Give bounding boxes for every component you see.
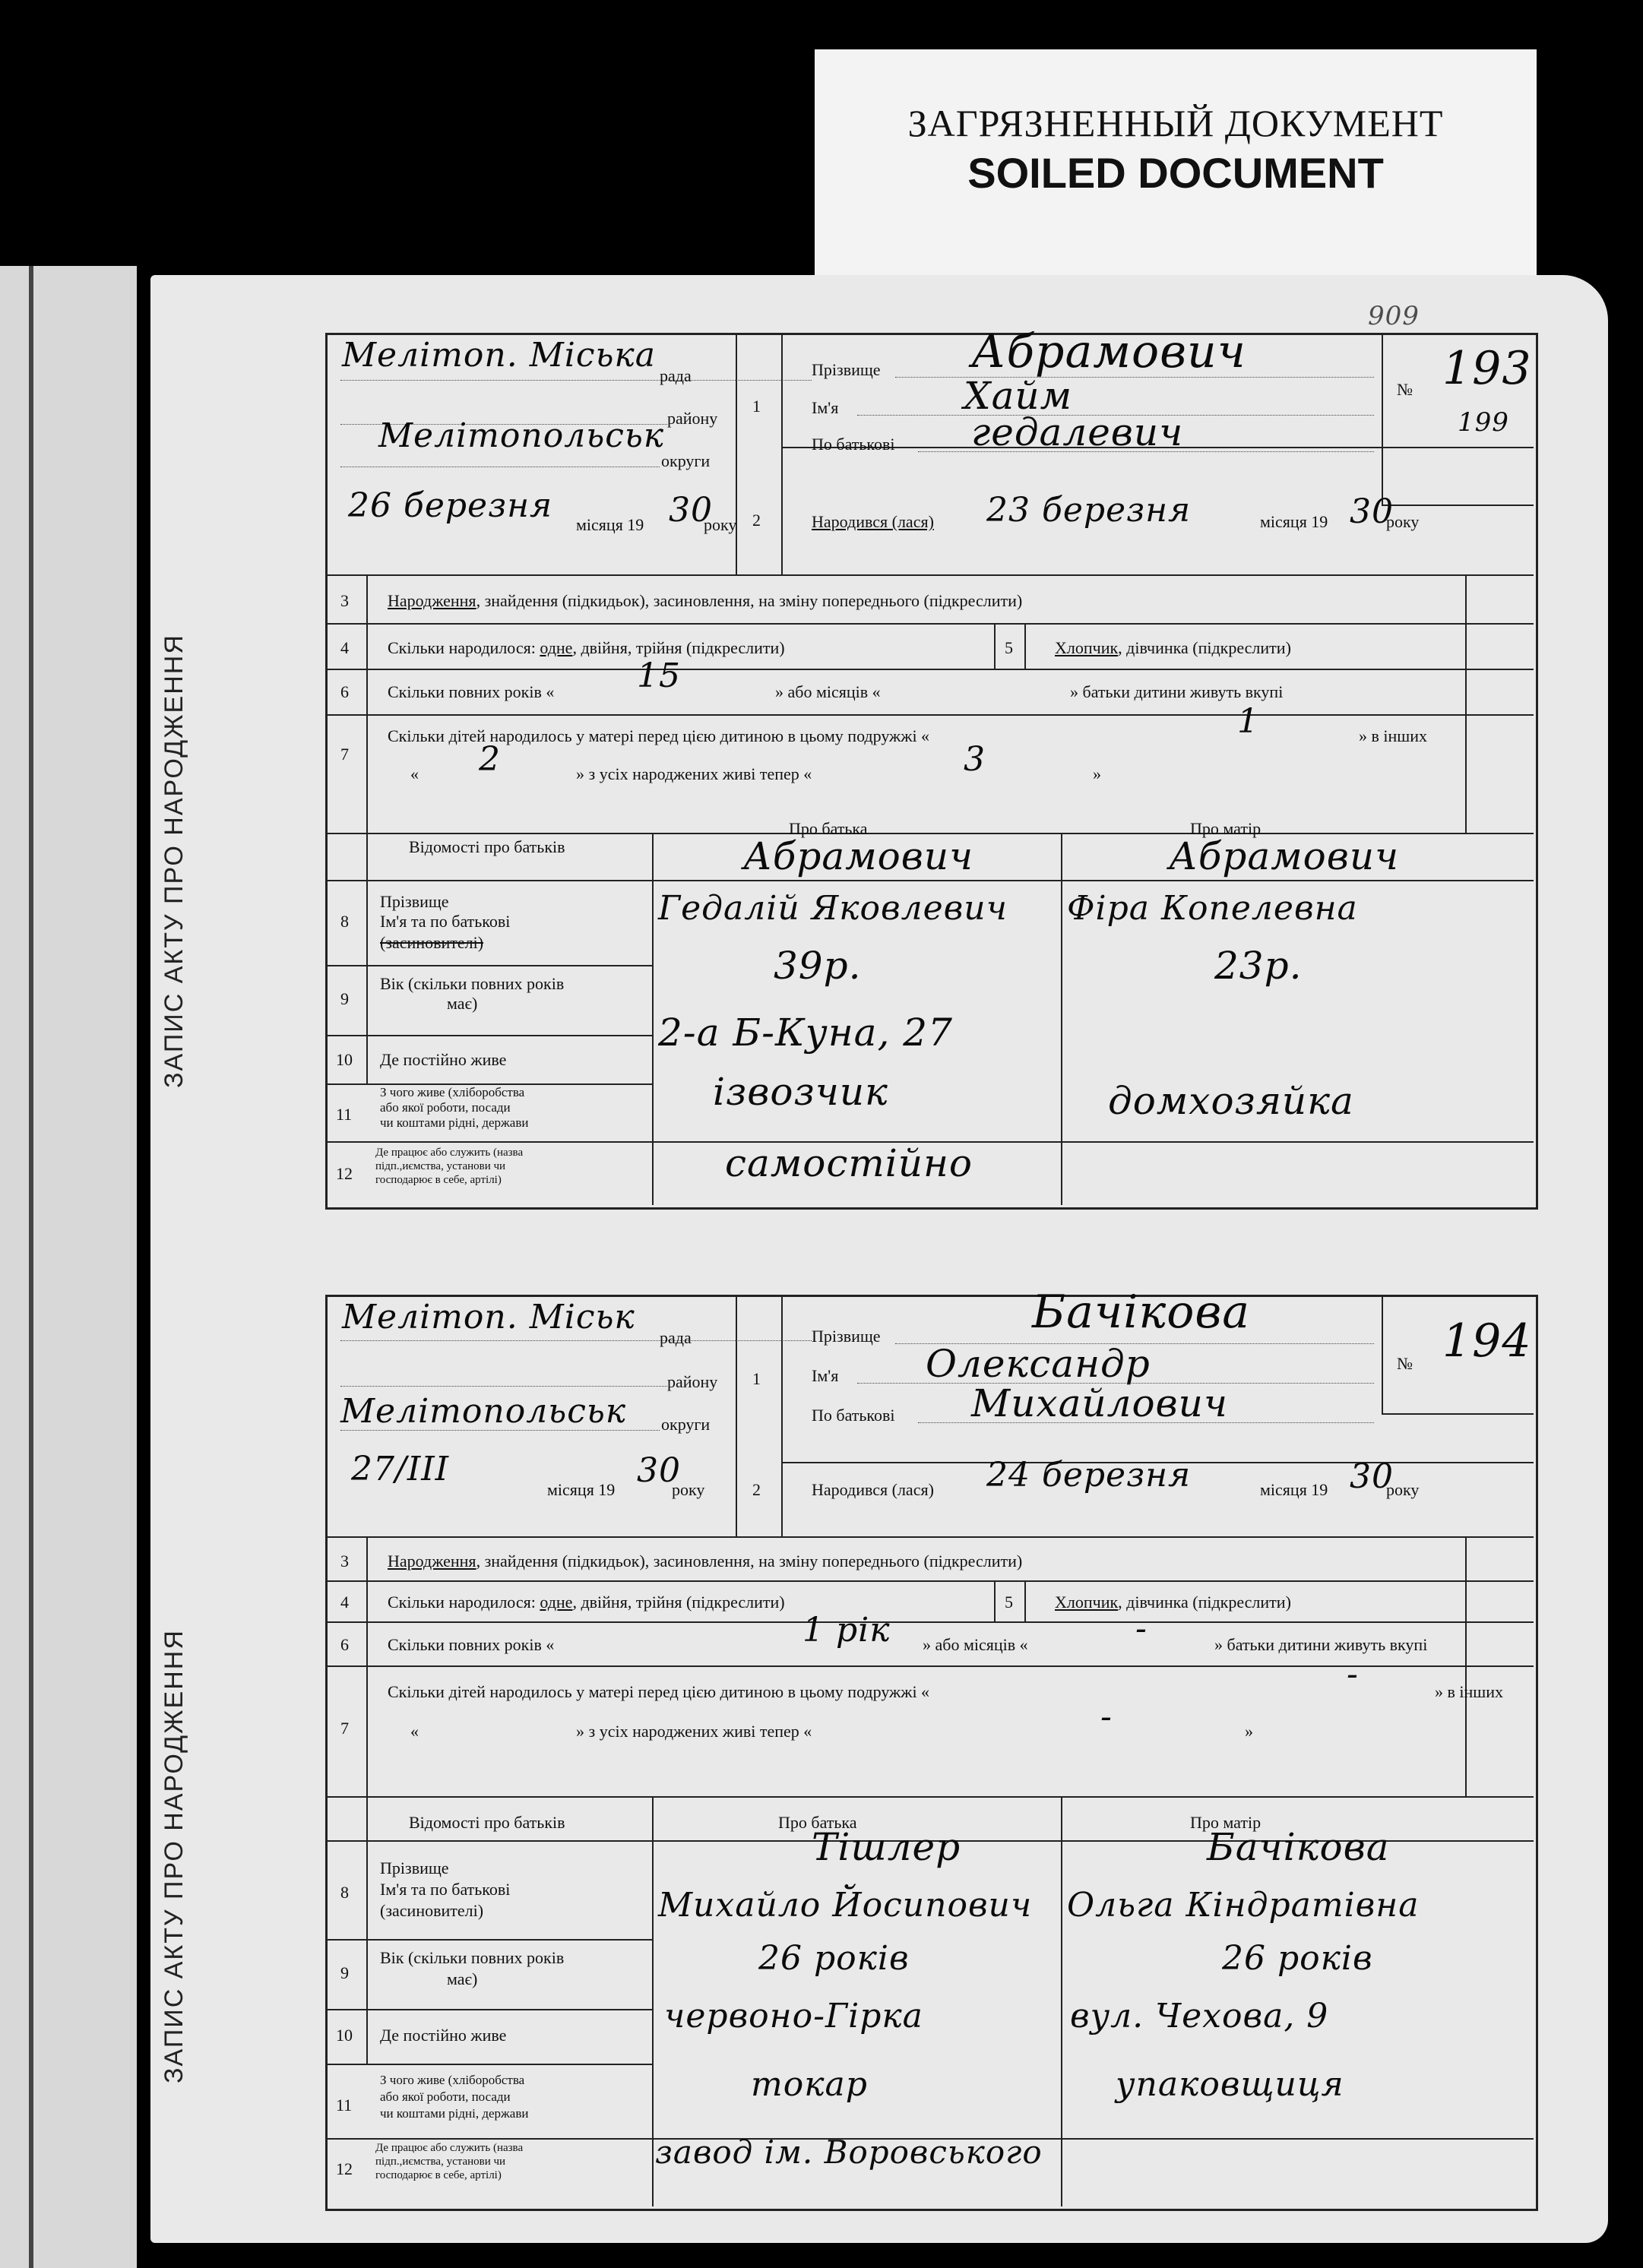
row7-before: 1 xyxy=(1237,702,1259,741)
row7-b: » в інших xyxy=(1435,1682,1503,1701)
row-number: 8 xyxy=(340,912,349,931)
surname-label: Прізвище xyxy=(812,360,881,379)
surname-value: Бачікова xyxy=(1032,1286,1251,1339)
row-number: 10 xyxy=(336,2026,353,2045)
mother-surname: Бачікова xyxy=(1207,1825,1390,1869)
row-number: 1 xyxy=(752,1369,761,1388)
row12-c: господарює в себе, артілі) xyxy=(375,2169,502,2181)
row-number: 3 xyxy=(340,591,349,610)
stamp-english-text: SOILED DOCUMENT xyxy=(967,149,1384,197)
row9-b: має) xyxy=(447,994,478,1013)
page-binding-line xyxy=(29,266,33,2268)
row6-c: » батьки дитини живуть вкупі xyxy=(1214,1635,1428,1654)
row-number: 11 xyxy=(336,1105,353,1124)
row7-c: « xyxy=(410,764,419,783)
side-label: ЗАПИС АКТУ ПРО НАРОДЖЕННЯ xyxy=(160,1629,188,2083)
row-number: 2 xyxy=(752,1480,761,1499)
born-month-label: місяця 19 xyxy=(1260,512,1328,531)
row-number: 4 xyxy=(340,1593,349,1612)
registration-date: 26 березня xyxy=(348,486,553,525)
parents-info-header: Відомості про батьків xyxy=(409,837,565,856)
month-label: місяця 19 xyxy=(576,515,644,534)
row7-alive: 3 xyxy=(964,740,986,779)
registration-year: 30 xyxy=(669,491,713,530)
okrugy-label: округи xyxy=(661,1415,711,1434)
patronymic-value: Михайлович xyxy=(971,1381,1228,1425)
row8-c: (засиновителі) xyxy=(380,1901,484,1920)
row9-a: Вік (скільки повних років xyxy=(380,974,565,993)
row-number: 11 xyxy=(336,2096,353,2115)
born-year: 30 xyxy=(1350,1457,1394,1496)
record-number-above: 909 xyxy=(1368,301,1420,331)
row11-c: чи коштами рідні, держави xyxy=(380,2106,529,2121)
record-194 xyxy=(150,1278,1608,2235)
born-label: Народився (лася) xyxy=(812,1480,934,1499)
stamp-russian-text: ЗАГРЯЗНЕННЫЙ ДОКУМЕНТ xyxy=(907,102,1444,144)
row7-a: Скільки дітей народилось у матері перед цією дитиною в цьому подружжі « xyxy=(388,726,930,745)
row-number: 7 xyxy=(340,745,349,764)
row-number: 12 xyxy=(336,1164,353,1183)
row10-text: Де постійно живе xyxy=(380,2026,507,2045)
surname-label: Прізвище xyxy=(812,1327,881,1346)
record-193 xyxy=(150,275,1608,1232)
record-number: 194 xyxy=(1442,1314,1532,1368)
born-year-label: року xyxy=(1386,1480,1420,1499)
row7-c: « xyxy=(410,1722,419,1741)
patronymic-value: гедалевич xyxy=(971,410,1184,454)
name-label: Ім'я xyxy=(812,398,839,417)
patronymic-label: По батькові xyxy=(812,1406,895,1425)
mother-age: 26 років xyxy=(1222,1939,1373,1978)
registration-year: 30 xyxy=(637,1451,681,1490)
row7-a: Скільки дітей народилось у матері перед цією дитиною в цьому подружжі « xyxy=(388,1682,930,1701)
row8-a: Прізвище xyxy=(380,1858,449,1877)
year-label: року xyxy=(704,515,737,534)
number-label: № xyxy=(1397,380,1413,399)
birth-register-page xyxy=(150,275,1608,2243)
father-name: Михайло Йосипович xyxy=(658,1886,1033,1925)
born-date: 23 березня xyxy=(986,491,1192,530)
mother-column-header: Про матір xyxy=(1190,819,1262,838)
father-column-header: Про батька xyxy=(778,1813,857,1832)
rayonu-label: району xyxy=(667,1372,718,1391)
row-number: 9 xyxy=(340,1963,349,1982)
okrugy-label: округи xyxy=(661,451,711,470)
mother-age: 23р. xyxy=(1214,944,1303,988)
row6-years: 1 рік xyxy=(803,1611,891,1650)
record-number: 193 xyxy=(1442,342,1532,395)
row6-c: » батьки дитини живуть вкупі xyxy=(1070,682,1284,701)
row-number: 1 xyxy=(752,397,761,416)
mother-occupation: упаковщиця xyxy=(1116,2065,1344,2104)
born-month-label: місяця 19 xyxy=(1260,1480,1328,1499)
row5-text: Хлопчик, дівчинка (підкреслити) xyxy=(1055,638,1291,657)
mother-column-header: Про матір xyxy=(1190,1813,1262,1832)
born-year-label: року xyxy=(1386,512,1420,531)
father-age: 26 років xyxy=(758,1939,910,1978)
row5-text: Хлопчик, дівчинка (підкреслити) xyxy=(1055,1593,1291,1612)
row-number: 5 xyxy=(1005,638,1013,657)
row6-years: 15 xyxy=(637,656,681,695)
row-number: 12 xyxy=(336,2159,353,2178)
row-number: 6 xyxy=(340,682,349,701)
row8-b: Ім'я та по батькові xyxy=(380,1880,511,1899)
row6-months: - xyxy=(1135,1609,1148,1648)
father-surname: Тішлер xyxy=(812,1825,961,1869)
row10-text: Де постійно живе xyxy=(380,1050,507,1069)
row-number: 4 xyxy=(340,638,349,657)
surname-value: Абрамович xyxy=(971,325,1246,378)
row11-a: З чого живе (хліборобства xyxy=(380,1085,525,1099)
name-value: Хайм xyxy=(964,374,1073,418)
row8-b: Ім'я та по батькові xyxy=(380,912,511,931)
born-year: 30 xyxy=(1350,492,1394,531)
row3-text: Народження, знайдення (підкидьок), засиновлення, на зміну попереднього (підкреслити) xyxy=(388,1552,1023,1571)
row12-a: Де працює або служить (назва xyxy=(375,2142,524,2154)
row-number: 8 xyxy=(340,1883,349,1902)
row12-a: Де працює або служить (назва xyxy=(375,1147,524,1159)
father-occupation: токар xyxy=(751,2065,868,2104)
row7-d: » з усіх народжених живі тепер « xyxy=(576,1722,812,1741)
rada-label: рада xyxy=(660,1328,692,1347)
row-number: 10 xyxy=(336,1050,353,1069)
month-label: місяця 19 xyxy=(547,1480,616,1499)
row-number: 5 xyxy=(1005,1593,1013,1612)
row3-text: Народження, знайдення (підкидьок), засиновлення, на зміну попереднього (підкреслити) xyxy=(388,591,1023,610)
born-label: Народився (лася) xyxy=(812,512,934,531)
father-name: Гедалій Яковлевич xyxy=(658,889,1008,928)
mother-name: Фіра Копелевна xyxy=(1067,889,1358,928)
mother-surname: Абрамович xyxy=(1169,834,1400,878)
rada-value: Мелітоп. Міськ xyxy=(342,1298,635,1336)
rada-label: рада xyxy=(660,366,692,385)
parents-info-header: Відомості про батьків xyxy=(409,1813,565,1832)
row-number: 2 xyxy=(752,511,761,530)
row9-a: Вік (скільки повних років xyxy=(380,1948,565,1967)
name-label: Ім'я xyxy=(812,1366,839,1385)
father-age: 39р. xyxy=(774,944,862,988)
row7-alive: - xyxy=(1100,1697,1113,1736)
father-occupation: ізвозчик xyxy=(713,1070,888,1114)
rayonu-label: району xyxy=(667,409,718,428)
side-label: ЗАПИС АКТУ ПРО НАРОДЖЕННЯ xyxy=(160,634,188,1088)
father-address: червоно-Гірка xyxy=(664,1997,923,2036)
row12-b: підп.,иємства, установи чи xyxy=(375,2156,506,2168)
row7-other: 2 xyxy=(479,740,501,779)
row7-b: » в інших xyxy=(1359,726,1427,745)
year-label: року xyxy=(672,1480,705,1499)
row-number: 3 xyxy=(340,1552,349,1571)
mother-address: вул. Чехова, 9 xyxy=(1070,1997,1329,2036)
patronymic-label: По батькові xyxy=(812,435,895,454)
mother-occupation: домхозяйка xyxy=(1108,1079,1354,1123)
mother-name: Ольга Кіндратівна xyxy=(1067,1886,1420,1925)
row6-a: Скільки повних років « xyxy=(388,682,555,701)
born-date: 24 березня xyxy=(986,1456,1192,1495)
father-surname: Абрамович xyxy=(743,834,974,878)
row11-c: чи коштами рідні, держави xyxy=(380,1115,529,1130)
row11-a: З чого живе (хліборобства xyxy=(380,2073,525,2087)
row11-b: або якої роботи, посади xyxy=(380,1100,511,1115)
row8-a: Прізвище xyxy=(380,892,449,911)
row6-b: » або місяців « xyxy=(775,682,881,701)
father-work: самостійно xyxy=(725,1141,973,1185)
name-value: Олександр xyxy=(926,1342,1151,1386)
address: 2-а Б-Куна, 27 xyxy=(658,1011,953,1055)
rada-value: Мелітоп. Міська xyxy=(342,336,656,375)
record-number-below: 199 xyxy=(1458,407,1509,438)
row-number: 9 xyxy=(340,989,349,1008)
row-number: 6 xyxy=(340,1635,349,1654)
row7-d: » з усіх народжених живі тепер « xyxy=(576,764,812,783)
father-work: завод ім. Воровського xyxy=(655,2134,1043,2171)
row12-c: господарює в себе, артілі) xyxy=(375,1174,502,1186)
row11-b: або якої роботи, посади xyxy=(380,2089,511,2104)
soiled-document-stamp xyxy=(815,49,1537,277)
row9-b: має) xyxy=(447,1969,478,1988)
row-number: 7 xyxy=(340,1719,349,1738)
record-frame xyxy=(325,333,1538,1210)
number-label: № xyxy=(1397,1354,1413,1373)
row8-c: (засиновителі) xyxy=(380,933,484,952)
registration-date: 27/III xyxy=(351,1450,449,1488)
row7-before: - xyxy=(1347,1655,1359,1694)
okrugy-value: Мелітопольськ xyxy=(378,416,665,455)
adjacent-page-edge xyxy=(0,266,137,2268)
row6-a: Скільки повних років « xyxy=(388,1635,555,1654)
row4-text: Скільки народилося: одне, двійня, трійня (підкреслити) xyxy=(388,1593,785,1612)
okrugy-value: Мелітопольськ xyxy=(340,1392,627,1431)
row6-b: » або місяців « xyxy=(923,1635,1028,1654)
row4-text: Скільки народилося: одне, двійня, трійня (підкреслити) xyxy=(388,638,785,657)
father-column-header: Про батька xyxy=(789,819,868,838)
row7-e: » xyxy=(1245,1722,1253,1741)
row12-b: підп.,иємства, установи чи xyxy=(375,1160,506,1172)
row7-e: » xyxy=(1093,764,1101,783)
